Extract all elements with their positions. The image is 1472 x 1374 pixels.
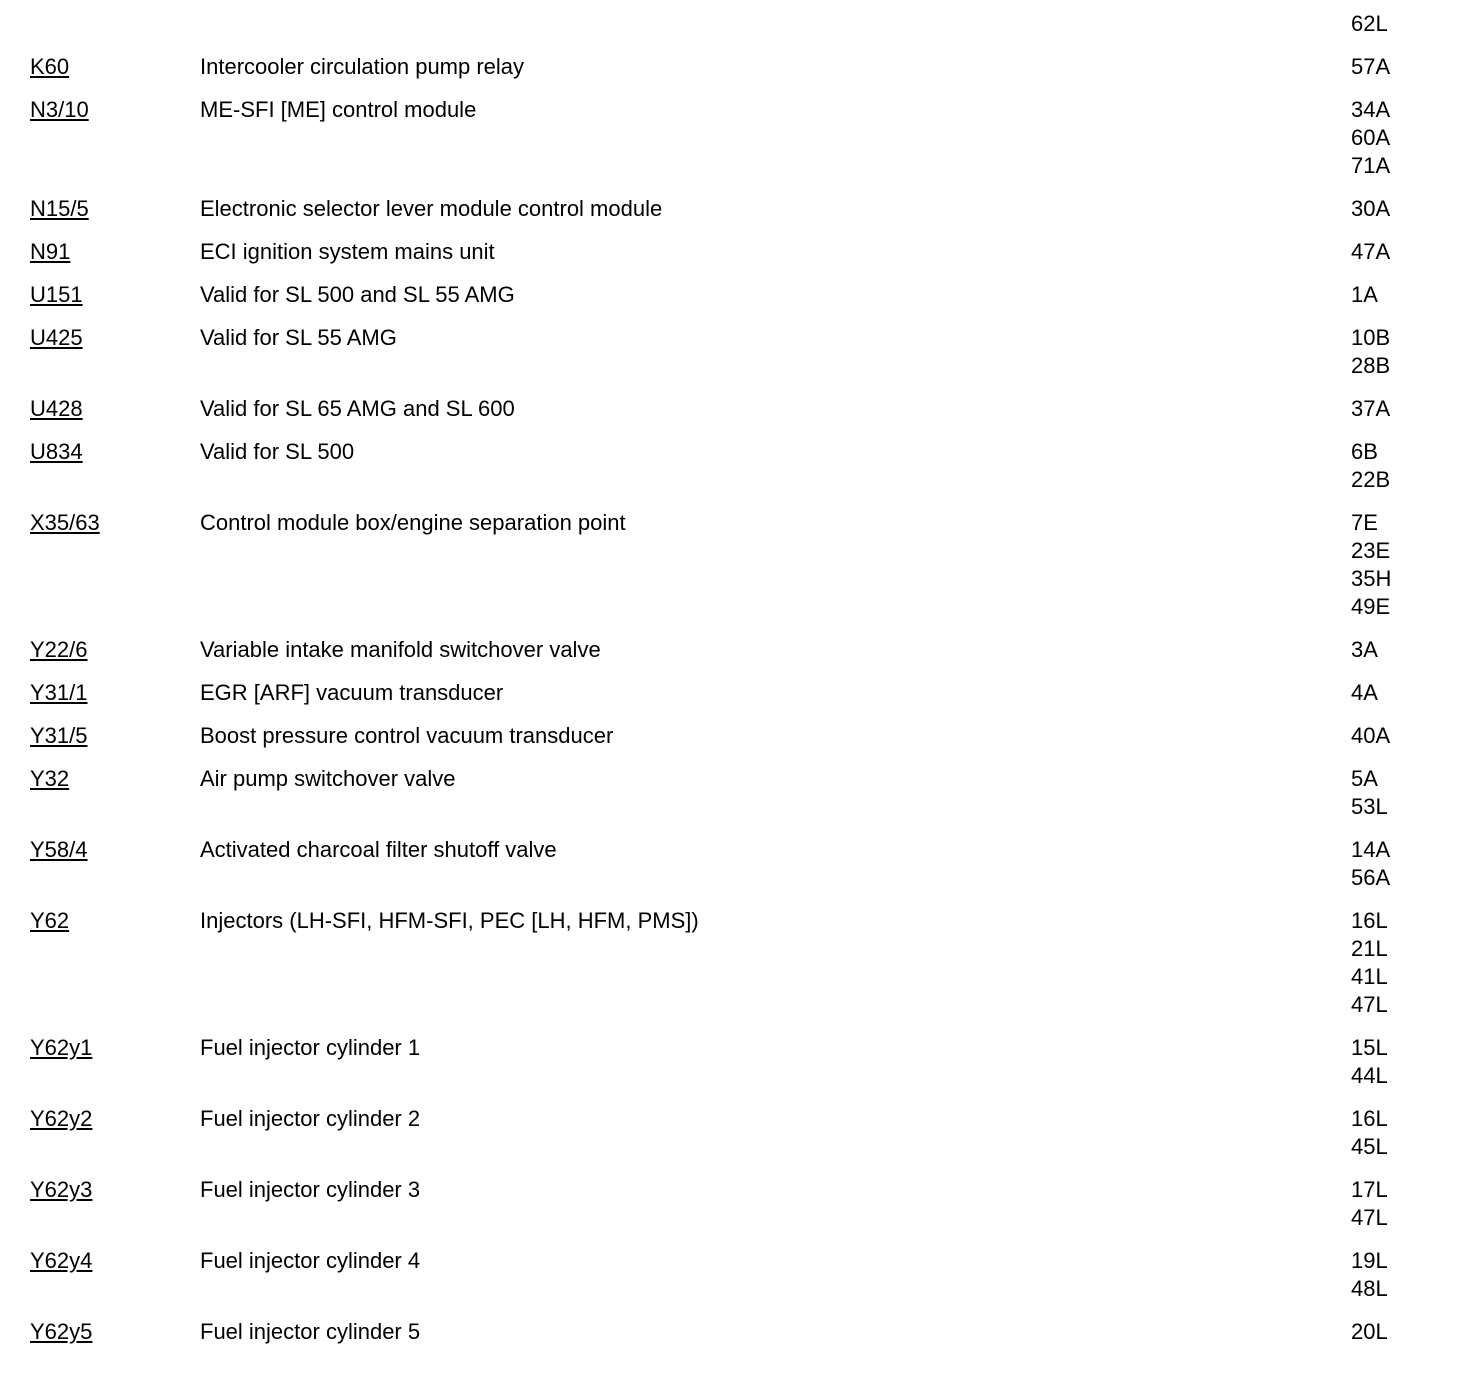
location-ref: 57A <box>1351 54 1391 79</box>
location-ref: 7E <box>1351 510 1378 535</box>
component-code-link[interactable]: N91 <box>30 239 71 264</box>
component-code-link[interactable]: Y31/5 <box>30 723 88 748</box>
location-list <box>1351 1176 1388 1232</box>
component-description: Valid for SL 65 AMG and SL 600 <box>200 396 515 421</box>
component-description: Fuel injector cylinder 4 <box>200 1248 421 1273</box>
location-ref: 21L <box>1351 936 1388 961</box>
component-description: EGR [ARF] vacuum transducer <box>200 680 504 705</box>
component-code-link[interactable]: N15/5 <box>30 196 89 221</box>
component-description: Valid for SL 500 <box>200 439 355 464</box>
location-list <box>1351 195 1390 223</box>
component-description: Fuel injector cylinder 1 <box>200 1035 421 1060</box>
component-description: Fuel injector cylinder 5 <box>200 1319 421 1344</box>
location-list <box>1351 765 1388 821</box>
component-code-link[interactable]: K60 <box>30 54 70 79</box>
location-list <box>1351 1105 1388 1161</box>
location-list <box>1351 1318 1388 1346</box>
component-description: Valid for SL 500 and SL 55 AMG <box>200 282 515 307</box>
location-ref: 20L <box>1351 1319 1388 1344</box>
component-code-link[interactable]: X35/63 <box>30 510 100 535</box>
location-ref: 6B <box>1351 439 1378 464</box>
location-ref: 47L <box>1351 992 1388 1017</box>
location-list <box>1351 636 1378 664</box>
location-ref: 34A <box>1351 97 1391 122</box>
location-ref: 22B <box>1351 467 1391 492</box>
component-code-link[interactable]: Y62 <box>30 908 70 933</box>
component-code-link[interactable]: Y32 <box>30 766 70 791</box>
location-ref: 4A <box>1351 680 1378 705</box>
component-description: ECI ignition system mains unit <box>200 239 495 264</box>
component-description: Intercooler circulation pump relay <box>200 54 525 79</box>
location-ref: 14A <box>1351 837 1391 862</box>
location-list <box>1351 1247 1388 1303</box>
location-ref: 47L <box>1351 1205 1388 1230</box>
location-list <box>1351 438 1390 494</box>
location-ref: 30A <box>1351 196 1391 221</box>
location-ref: 10B <box>1351 325 1391 350</box>
location-ref: 28B <box>1351 353 1391 378</box>
location-ref: 48L <box>1351 1276 1388 1301</box>
location-ref: 41L <box>1351 964 1388 989</box>
component-description: ME-SFI [ME] control module <box>200 97 477 122</box>
location-ref: 23E <box>1351 538 1391 563</box>
location-list <box>1351 53 1390 81</box>
component-code-link[interactable]: Y62y5 <box>30 1319 93 1344</box>
location-ref: 45L <box>1351 1134 1388 1159</box>
location-list <box>1351 836 1390 892</box>
location-ref: 3A <box>1351 637 1378 662</box>
location-ref: 40A <box>1351 723 1391 748</box>
location-ref: 60A <box>1351 125 1391 150</box>
component-code-link[interactable]: N3/10 <box>30 97 89 122</box>
component-code-link[interactable]: Y22/6 <box>30 637 88 662</box>
location-ref: 35H <box>1351 566 1392 591</box>
location-ref: 47A <box>1351 239 1391 264</box>
location-list <box>1351 96 1390 180</box>
component-code-link[interactable]: Y31/1 <box>30 680 88 705</box>
component-code-link[interactable]: Y62y3 <box>30 1177 93 1202</box>
location-list <box>1351 1034 1388 1090</box>
location-list <box>1351 679 1378 707</box>
location-list <box>1351 10 1388 38</box>
location-ref: 49E <box>1351 594 1391 619</box>
location-list <box>1351 395 1390 423</box>
location-list <box>1351 238 1390 266</box>
location-ref: 15L <box>1351 1035 1388 1060</box>
location-ref: 56A <box>1351 865 1391 890</box>
component-description: Activated charcoal filter shutoff valve <box>200 837 557 862</box>
component-description: Fuel injector cylinder 2 <box>200 1106 421 1131</box>
location-ref: 16L <box>1351 1106 1388 1131</box>
location-ref: 5A <box>1351 766 1378 791</box>
component-description: Air pump switchover valve <box>200 766 456 791</box>
location-ref: 1A <box>1351 282 1378 307</box>
location-ref: 16L <box>1351 908 1388 933</box>
component-code-link[interactable]: Y62y1 <box>30 1035 93 1060</box>
component-code-link[interactable]: Y62y2 <box>30 1106 93 1131</box>
component-description: Fuel injector cylinder 3 <box>200 1177 421 1202</box>
location-ref: 17L <box>1351 1177 1388 1202</box>
location-list <box>1351 722 1390 750</box>
component-description: Variable intake manifold switchover valve <box>200 637 601 662</box>
component-code-link[interactable]: U425 <box>30 325 83 350</box>
component-code-link[interactable]: Y62y4 <box>30 1248 93 1273</box>
location-list <box>1351 281 1378 309</box>
location-ref: 71A <box>1351 153 1391 178</box>
component-code-link[interactable]: U151 <box>30 282 83 307</box>
location-list <box>1351 907 1388 1019</box>
component-description: Electronic selector lever module control module <box>200 196 663 221</box>
component-description: Valid for SL 55 AMG <box>200 325 397 350</box>
location-list <box>1351 509 1391 621</box>
component-code-link[interactable]: U428 <box>30 396 83 421</box>
location-ref: 62L <box>1351 11 1388 36</box>
location-list <box>1351 324 1390 380</box>
location-ref: 37A <box>1351 396 1391 421</box>
location-ref: 53L <box>1351 794 1388 819</box>
location-ref: 19L <box>1351 1248 1388 1273</box>
component-code-link[interactable]: Y58/4 <box>30 837 88 862</box>
component-description: Injectors (LH-SFI, HFM-SFI, PEC [LH, HFM, PMS]) <box>200 908 699 933</box>
component-description: Boost pressure control vacuum transducer <box>200 723 614 748</box>
location-ref: 44L <box>1351 1063 1388 1088</box>
component-code-link[interactable]: U834 <box>30 439 83 464</box>
component-description: Control module box/engine separation point <box>200 510 626 535</box>
